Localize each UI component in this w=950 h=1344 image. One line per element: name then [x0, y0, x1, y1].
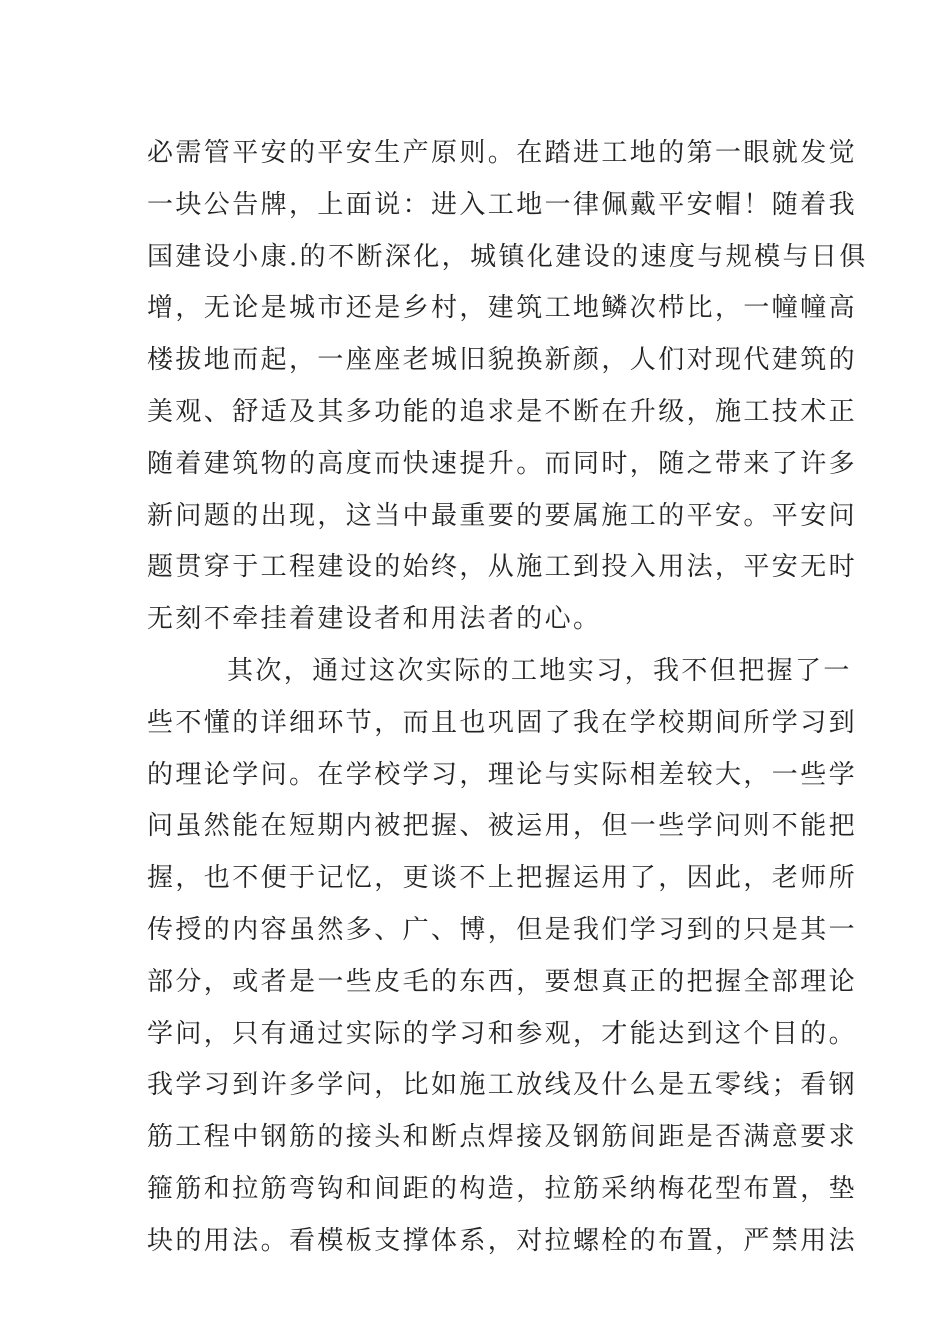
- text-line: 箍筋和拉筋弯钩和间距的构造，拉筋采纳梅花型布置，垫: [147, 1173, 858, 1204]
- text-line: 部分，或者是一些皮毛的东西，要想真正的把握全部理论: [147, 966, 858, 997]
- text-line: 学问，只有通过实际的学习和参观，才能达到这个目的。: [147, 1018, 858, 1049]
- text-line: 新问题的出现，这当中最重要的要属施工的平安。平安问: [147, 500, 858, 531]
- text-line: 楼拔地而起，一座座老城旧貌换新颜，人们对现代建筑的: [147, 345, 858, 376]
- text-line: 无刻不牵挂着建设者和用法者的心。: [147, 604, 602, 635]
- text-line: 必需管平安的平安生产原则。在踏进工地的第一眼就发觉: [147, 138, 858, 168]
- text-line: 握，也不便于记忆，更谈不上把握运用了，因此，老师所: [147, 863, 858, 894]
- text-line: 筋工程中钢筋的接头和断点焊接及钢筋间距是否满意要求: [147, 1122, 858, 1153]
- text-line: 增，无论是城市还是乡村，建筑工地鳞次栉比，一幢幢高: [147, 293, 858, 324]
- text-line: 国建设小康.的不断深化，城镇化建设的速度与规模与日俱: [147, 241, 868, 272]
- text-line: 美观、舒适及其多功能的追求是不断在升级，施工技术正: [147, 396, 858, 427]
- text-line: 传授的内容虽然多、广、博，但是我们学习到的只是其一: [147, 914, 858, 945]
- text-line: 的理论学问。在学校学习，理论与实际相差较大，一些学: [147, 759, 858, 790]
- text-line: 我学习到许多学问，比如施工放线及什么是五零线；看钢: [147, 1070, 858, 1101]
- text-line: 些不懂的详细环节，而且也巩固了我在学校期间所学习到: [147, 707, 858, 738]
- text-line: 随着建筑物的高度而快速提升。而同时，随之带来了许多: [147, 448, 858, 479]
- paragraph-first-line: 其次，通过这次实际的工地实习，我不但把握了一: [227, 655, 852, 686]
- text-line: 题贯穿于工程建设的始终，从施工到投入用法，平安无时: [147, 552, 858, 583]
- text-line: 一块公告牌，上面说：进入工地一律佩戴平安帽！随着我: [147, 189, 858, 220]
- text-line: 问虽然能在短期内被把握、被运用，但一些学问则不能把: [147, 811, 858, 842]
- body-text: [147, 128, 868, 1268]
- text-line: 块的用法。看模板支撑体系，对拉螺栓的布置，严禁用法: [147, 1225, 858, 1256]
